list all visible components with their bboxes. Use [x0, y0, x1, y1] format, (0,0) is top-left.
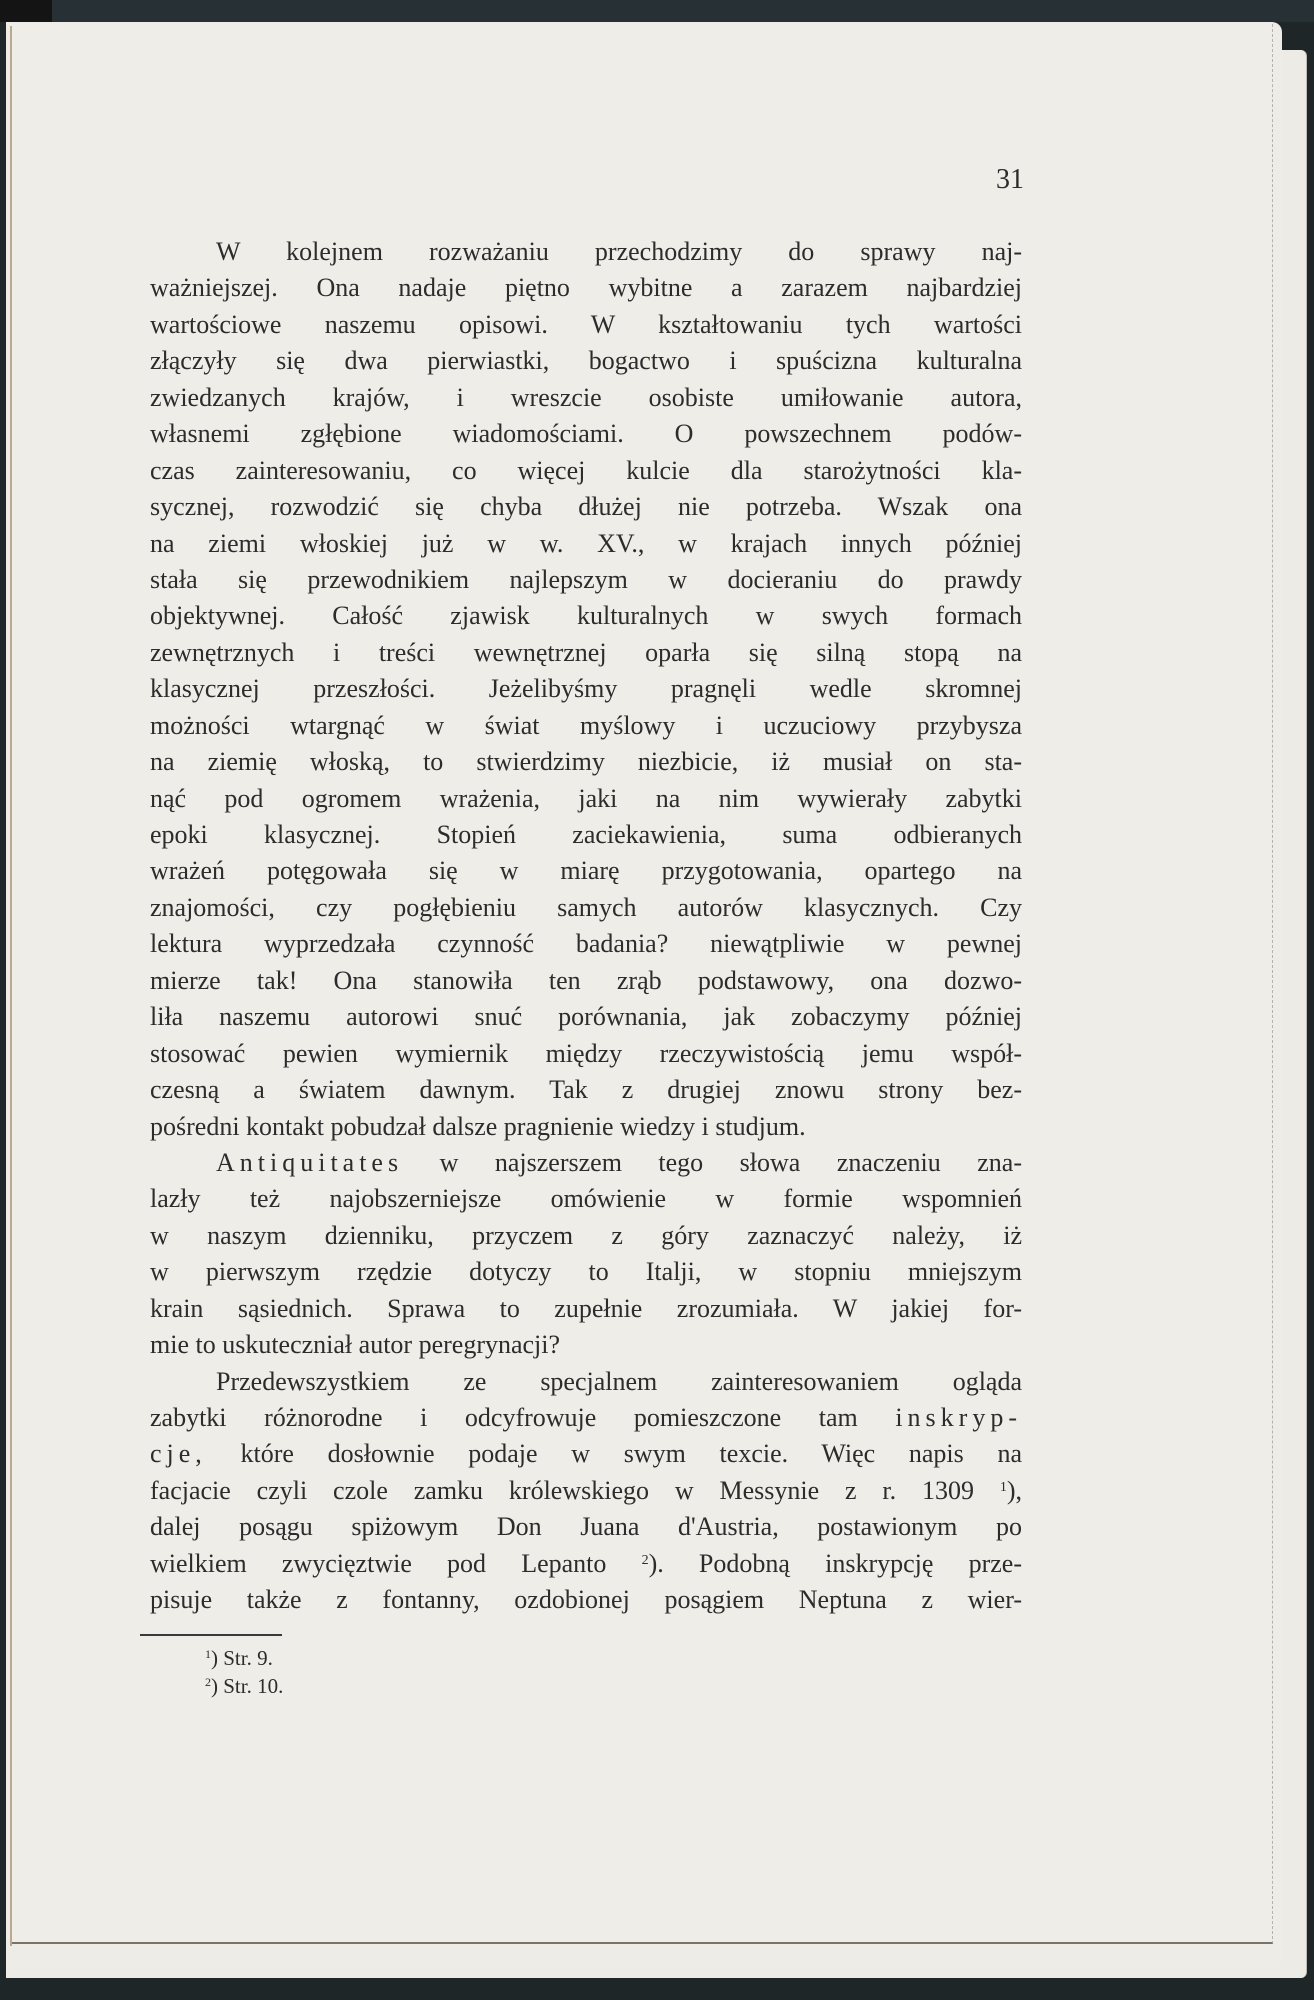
text-line: lazły też najobszerniejsze omówienie w formie wspomnień: [150, 1184, 1022, 1214]
paragraph-2: [150, 1145, 1022, 1364]
footnote-2: [205, 1672, 283, 1700]
text-line: W kolejnem rozważaniu przechodzimy do sprawy naj-: [216, 237, 1022, 266]
text-line: stosować pewien wymiernik między rzeczywistością jemu współ-: [150, 1038, 1022, 1068]
text-line: pośredni kontakt pobudzał dalsze pragnienie wiedzy i studjum.: [150, 1111, 806, 1141]
footnote-ref[interactable]: 1: [999, 1479, 1007, 1495]
paragraph-2-lines: [150, 1181, 1022, 1363]
text-span: ). Podobną inskrypcję prze-: [648, 1548, 1022, 1578]
spaced-emphasis: cje,: [150, 1439, 207, 1469]
spaced-emphasis: inskryp-: [895, 1403, 1022, 1432]
body-text: [150, 234, 1022, 1619]
page-spine-edge: [10, 26, 12, 1946]
text-span: które dosłownie podaje w swym texcie. Więc napis na: [206, 1439, 1022, 1469]
text-line: krain sąsiednich. Sprawa to zupełnie zrozumiała. W jakiej for-: [150, 1293, 1022, 1323]
text-line: sycznej, rozwodzić się chyba dłużej nie potrzeba. Wszak ona: [150, 492, 1022, 522]
paragraph-3: [150, 1364, 1022, 1619]
text-line: Przedewszystkiem ze specjalnem zainteresowaniem ogląda: [216, 1366, 1022, 1396]
text-line: na ziemię włoską, to stwierdzimy niezbicie, iż musiał on sta-: [150, 747, 1022, 777]
text-line: nąć pod ogromem wrażenia, jaki na nim wywierały zabytki: [150, 783, 1022, 813]
text-line: liła naszemu autorowi snuć porównania, jak zobaczymy później: [150, 1002, 1022, 1032]
text-line: ważniejszej. Ona nadaje piętno wybitne a zarazem najbardziej: [150, 273, 1022, 303]
text-span: facjacie czyli czole zamku królewskiego w Messynie z r. 1309: [150, 1475, 974, 1505]
text-line: zwiedzanych krajów, i wreszcie osobiste umiłowanie autora,: [150, 382, 1022, 412]
page-number: 31: [996, 164, 1024, 195]
spaced-emphasis: Antiquitates: [216, 1147, 404, 1177]
footnote-text: ) Str. 10.: [211, 1674, 284, 1698]
footnote-divider: [140, 1634, 282, 1636]
text-line: stała się przewodnikiem najlepszym w docieraniu do prawdy: [150, 564, 1022, 594]
text-line: w naszym dzienniku, przyczem z góry zaznaczyć należy, iż: [150, 1220, 1022, 1250]
text-span: w najszerszem tego słowa znaczeniu zna-: [403, 1147, 1022, 1177]
footnote-text: ) Str. 9.: [211, 1646, 273, 1670]
text-line: [150, 1546, 1022, 1582]
text-line: [150, 1145, 1022, 1181]
text-line: wartościowe naszemu opisowi. W kształtowaniu tych wartości: [150, 309, 1022, 339]
text-line: w pierwszym rzędzie dotyczy to Italji, w stopniu mniejszym: [150, 1257, 1022, 1287]
scan-background-top: [0, 0, 1314, 22]
text-line: klasycznej przeszłości. Jeżelibyśmy pragnęli wedle skromnej: [150, 674, 1022, 704]
text-span: ),: [1006, 1475, 1022, 1505]
text-line: mie to uskuteczniał autor peregrynacji?: [150, 1330, 561, 1360]
text-span: wielkiem zwycięztwie pod Lepanto: [150, 1548, 607, 1578]
text-line: [150, 1400, 1022, 1436]
footnote-number: 1: [205, 1647, 211, 1661]
text-span: zabytki różnorodne i odcyfrowuje pomieszczone tam: [150, 1403, 896, 1432]
text-line: wrażeń potęgowała się w miarę przygotowania, opartego na: [150, 856, 1022, 886]
text-line: epoki klasycznej. Stopień zaciekawienia, suma odbieranych: [150, 820, 1022, 849]
text-line: objektywnej. Całość zjawisk kulturalnych w swych formach: [150, 601, 1022, 631]
text-line: czesną a światem dawnym. Tak z drugiej znowu strony bez-: [150, 1075, 1022, 1105]
paragraph-1: [150, 234, 1022, 1145]
text-line: czas zainteresowaniu, co więcej kulcie dla starożytności kla-: [150, 455, 1022, 485]
text-line: pisuje także z fontanny, ozdobionej posągiem Neptuna z wier-: [150, 1585, 1022, 1615]
text-line: zewnętrznych i treści wewnętrznej oparła się silną stopą na: [150, 637, 1022, 667]
text-line: lektura wyprzedzała czynność badania? niewątpliwie w pewnej: [150, 929, 1022, 959]
text-line: własnemi zgłębione wiadomościami. O powszechnem podów-: [150, 419, 1022, 449]
scan-background-corner: [0, 0, 52, 22]
text-line: znajomości, czy pogłębieniu samych autorów klasycznych. Czy: [150, 892, 1022, 922]
footnotes: [205, 1644, 283, 1700]
text-line: możności wtargnąć w świat myślowy i uczuciowy przybysza: [150, 710, 1022, 740]
footnote-ref[interactable]: 2: [641, 1552, 649, 1568]
text-line: [150, 1436, 1022, 1472]
text-line: mierze tak! Ona stanowiła ten zrąb podstawowy, ona dozwo-: [150, 965, 1022, 995]
text-line: [150, 1473, 1022, 1509]
footnote-number: 2: [205, 1675, 211, 1689]
footnote-1: [205, 1644, 283, 1672]
text-line: dalej posągu spiżowym Don Juana d'Austria, postawionym po: [150, 1512, 1022, 1542]
text-line: na ziemi włoskiej już w w. XV., w krajach innych później: [150, 528, 1022, 558]
text-line: złączyły się dwa pierwiastki, bogactwo i spuścizna kulturalna: [150, 346, 1022, 376]
